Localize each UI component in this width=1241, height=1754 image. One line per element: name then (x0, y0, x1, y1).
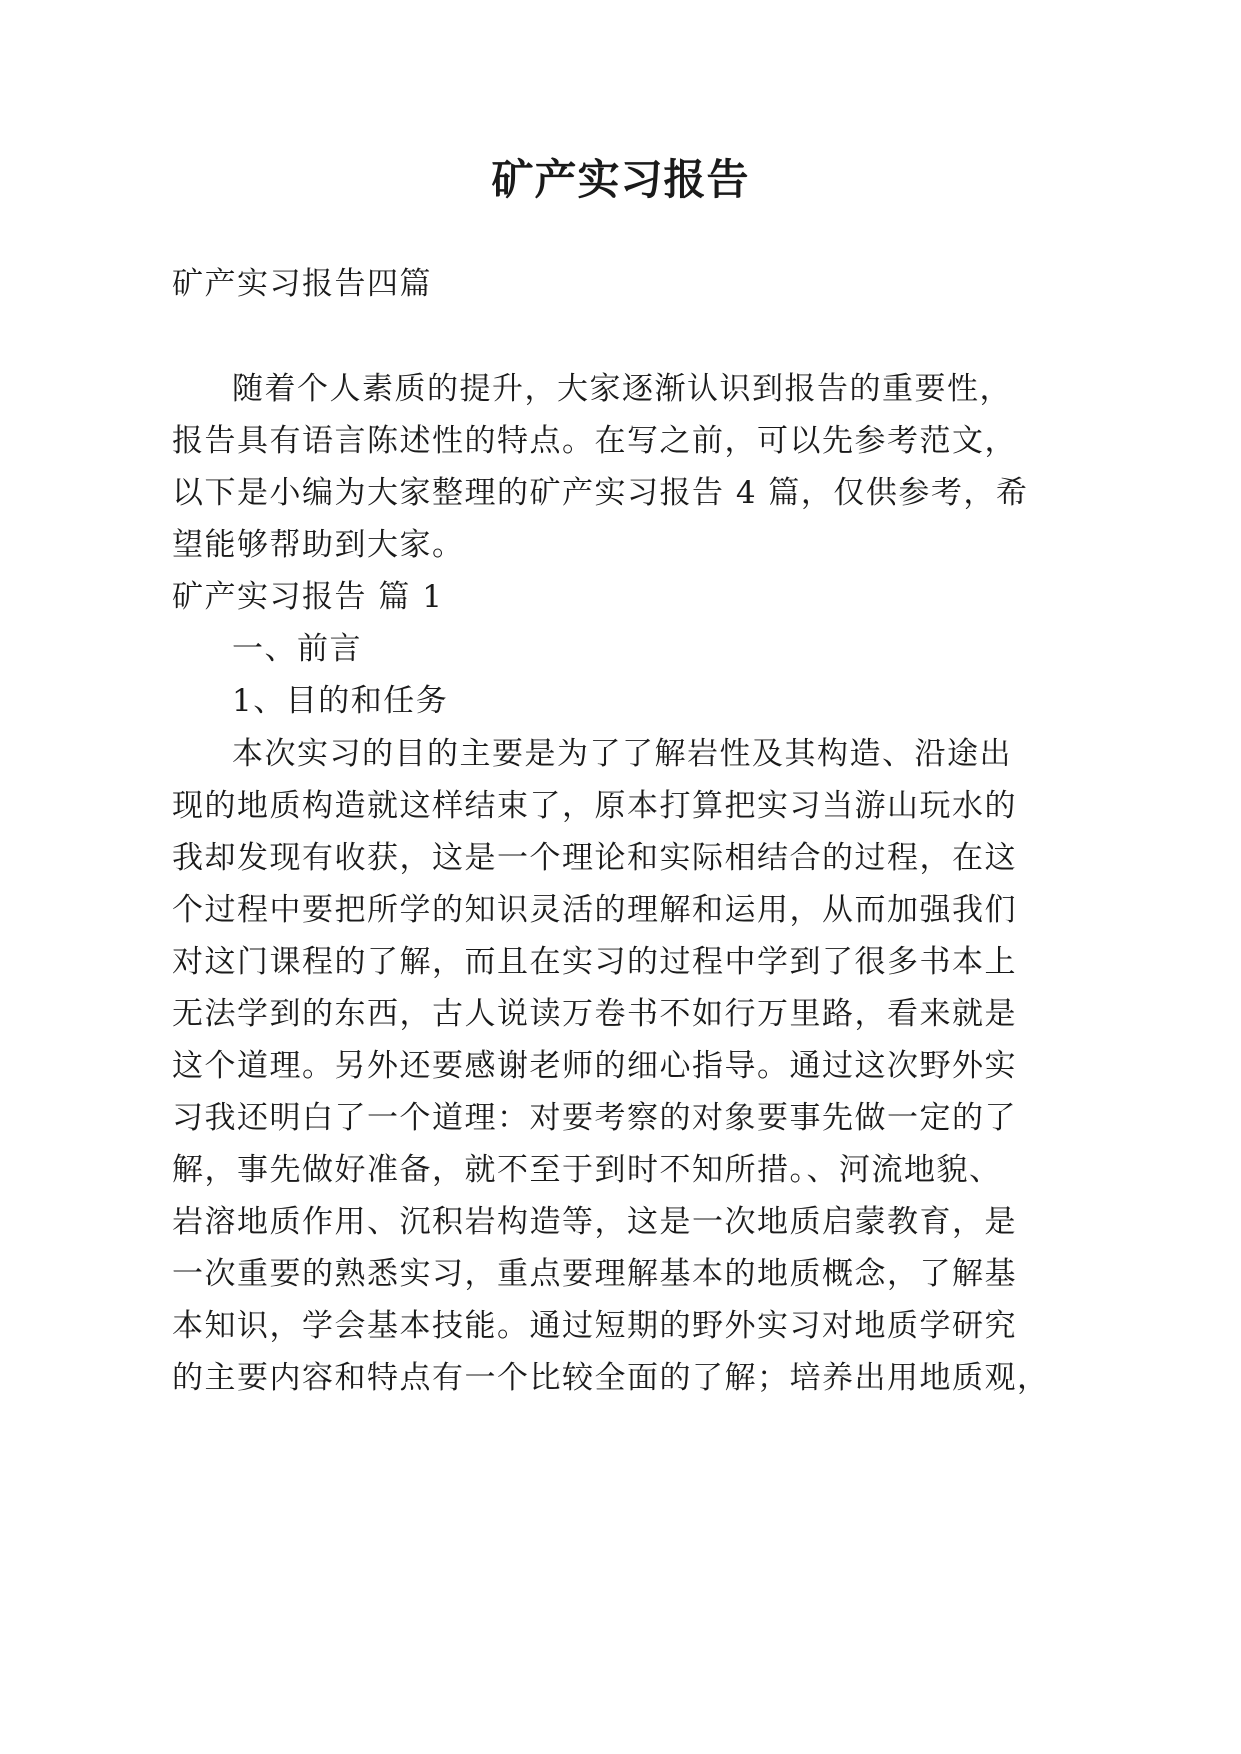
intro-line: 随着个人素质的提升，大家逐渐认识到报告的重要性， (232, 371, 1012, 407)
body-line: 无法学到的东西，古人说读万卷书不如行万里路，看来就是 (172, 996, 1017, 1032)
body-line: 一次重要的熟悉实习，重点要理解基本的地质概念，了解基 (172, 1256, 1017, 1292)
body-line: 现的地质构造就这样结束了，原本打算把实习当游山玩水的 (172, 788, 1017, 824)
document-title: 矿产实习报告 (491, 155, 750, 204)
body-line: 的主要内容和特点有一个比较全面的了解；培养出用地质观， (172, 1360, 1050, 1396)
body-line: 个过程中要把所学的知识灵活的理解和运用，从而加强我们 (172, 892, 1017, 928)
body-line: 解，事先做好准备，就不至于到时不知所措。、河流地貌、 (172, 1152, 1002, 1188)
intro-line: 报告具有语言陈述性的特点。在写之前，可以先参考范文， (172, 423, 1017, 459)
body-line: 本知识，学会基本技能。通过短期的野外实习对地质学研究 (172, 1308, 1017, 1344)
intro-line: 望能够帮助到大家。 (172, 527, 465, 563)
heading-preface: 一、前言 (232, 631, 362, 667)
body-line: 习我还明白了一个道理：对要考察的对象要事先做一定的了 (172, 1100, 1017, 1136)
body-line: 这个道理。另外还要感谢老师的细心指导。通过这次野外实 (172, 1048, 1017, 1084)
intro-line: 以下是小编为大家整理的矿产实习报告 4 篇，仅供参考，希 (172, 475, 1029, 511)
body-line: 岩溶地质作用、沉积岩构造等，这是一次地质启蒙教育，是 (172, 1204, 1017, 1240)
body-line: 对这门课程的了解，而且在实习的过程中学到了很多书本上 (172, 944, 1017, 980)
body-line: 我却发现有收获，这是一个理论和实际相结合的过程，在这 (172, 840, 1017, 876)
body-line: 本次实习的目的主要是为了了解岩性及其构造、沿途出 (232, 736, 1012, 772)
document-subtitle: 矿产实习报告四篇 (172, 266, 432, 302)
heading-purpose: 1、目的和任务 (232, 683, 449, 719)
section-title: 矿产实习报告 篇 1 (172, 579, 444, 615)
